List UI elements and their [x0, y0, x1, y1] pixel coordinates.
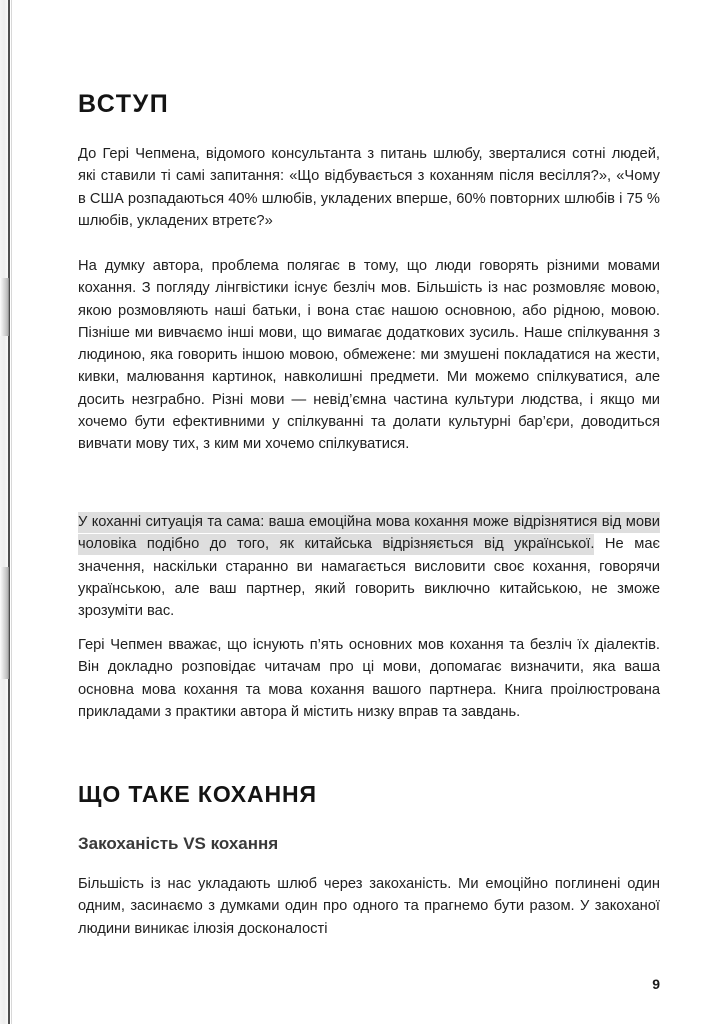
page-content	[78, 0, 660, 1024]
paragraph-intro-3	[78, 511, 660, 622]
spine-fold-line	[8, 0, 10, 1024]
spine-page-edge-mark-bottom	[0, 567, 9, 679]
chapter-title: ВСТУП	[78, 90, 170, 118]
highlighted-text: У коханні ситуація та сама: ваша емоційна мова кохання може відрізнятися від мови чоловіка подібно до того, як китайська відрізняється від української.	[78, 512, 660, 555]
paragraph-intro-4: Гері Чепмен вважає, що існують п’ять основних мов кохання та безліч їх діалектів. Він докладно розповідає читачам про ці мови, допомагає визначити, яка ваша основна мова кохання та мова кохання вашого партнера. Книга проілюстрована прикладами з практики автора й містить низку вправ та завдань.	[78, 637, 660, 720]
spine-page-edge-mark-top	[0, 278, 9, 336]
page-number: 9	[652, 976, 660, 992]
section-heading: ЩО ТАКЕ КОХАННЯ	[78, 781, 317, 807]
paragraph-intro-3-rest: Не має значення, наскільки старанно ви намагається висловити своє кохання, говорячи українською, але ваш партнер, який говорить виключно китайською, не зможе зрозуміти вас.	[78, 536, 660, 620]
paragraph-intro-2: На думку автора, проблема полягає в тому, що люди говорять різними мовами кохання. З погляду лінгвістики існує безліч мов. Більшість із нас розмовляє мовою, якою розмовляють наші батьки, і вона стає нашою основною, або рідною, мовою. Пізніше ми вивчаємо інші мови, що вимагає додаткових зусиль. Наше спілкування з людиною, яка говорить іншою мовою, обмежене: ми змушені покладатися на жести, кивки, малювання картинок, навколишні предмети. Ми можемо спілкуватися, але досить незграбно. Різні мови — невід’ємна частина культури людства, і якщо ми хочемо бути ефективними у спілкуванні та долати культурні бар’єри, доводиться вивчати мову тих, з ким ми хочемо спілкуватися.	[78, 258, 660, 453]
spine-fold-line-secondary	[11, 0, 12, 1024]
subsection-heading: Закоханість VS кохання	[78, 834, 279, 853]
book-spine-shadow	[0, 0, 22, 1024]
paragraph-intro-1: До Гері Чепмена, відомого консультанта з питань шлюбу, зверталися сотні людей, які ставили ті самі запитання: «Що відбувається з коханням після весілля?», «Чому в США розпадаються 40% шлюбів, укладених вперше, 60% повторних шлюбів і 75 % шлюбів, укладених втретє?»	[78, 146, 660, 229]
paragraph-section-1: Більшість із нас укладають шлюб через закоханість. Ми емоційно поглинені один одним, засинаємо з думками один про одного та прагнемо бути разом. У закоханої людини виникає ілюзія досконалості	[78, 876, 660, 937]
